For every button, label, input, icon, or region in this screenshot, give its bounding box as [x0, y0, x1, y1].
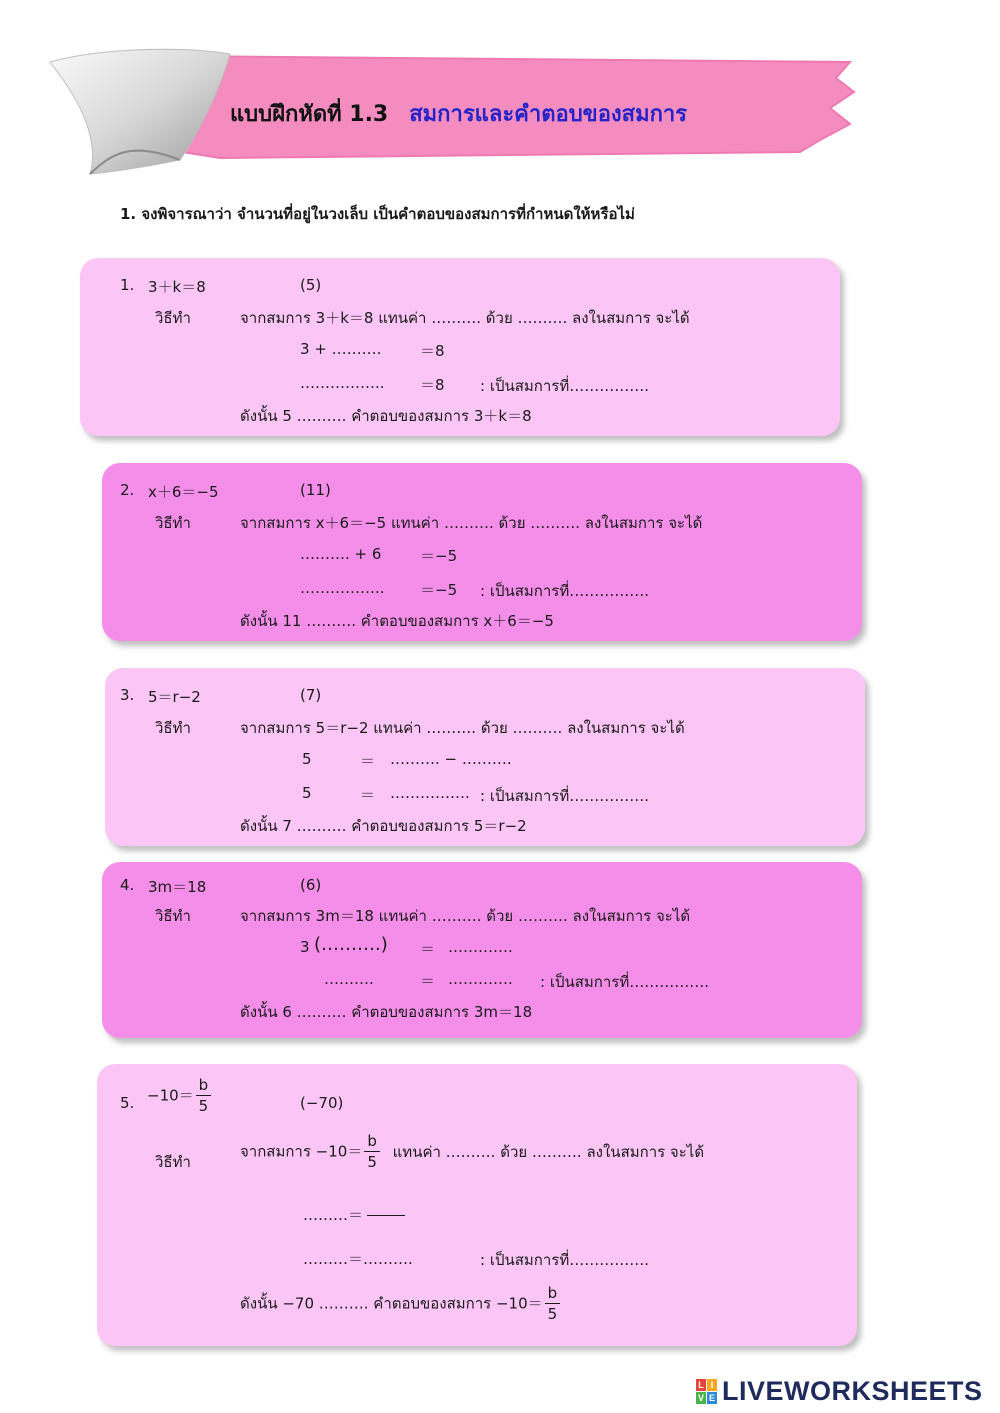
- substitution-step: จากสมการ 3＋k＝8 แทนค่า ………. ด้วย ………. ลงในสมการ จะได้: [240, 309, 690, 327]
- equals-sign: ＝: [360, 786, 376, 804]
- problem-equation: 3＋k＝8: [148, 278, 206, 296]
- work-line-right: ＝−5: [420, 581, 458, 599]
- work-line-left: ………. + 6: [300, 545, 382, 563]
- instruction-text: 1. จงพิจารณาว่า จำนวนที่อยู่ในวงเล็บ เป็นคำตอบของสมการที่กำหนดให้หรือไม่: [120, 205, 635, 223]
- work-line-left: ……………..: [300, 579, 385, 597]
- work-line-text: ………＝: [303, 1206, 364, 1224]
- work-line-left: 3: [300, 938, 310, 956]
- title-prefix: แบบฝึกหัดที่ 1.3: [230, 102, 389, 127]
- method-label: วิธีทำ: [155, 907, 191, 925]
- substitution-step: จากสมการ 5＝r−2 แทนค่า ………. ด้วย ………. ลงในสมการ จะได้: [240, 719, 685, 737]
- candidate-value: (−70): [300, 1094, 344, 1112]
- fraction-blank-line: [367, 1215, 405, 1216]
- conclusion-text-a: ดังนั้น −70 ………. คำตอบของสมการ −10＝: [240, 1294, 543, 1313]
- substitution-step: [240, 1134, 704, 1170]
- equation-type-note: : เป็นสมการที่…………….: [480, 787, 649, 805]
- method-label: วิธีทำ: [155, 719, 191, 737]
- logo-letter: L: [696, 1379, 706, 1391]
- work-line-paren: (……….): [314, 934, 388, 955]
- equals-sign: ＝: [420, 940, 436, 958]
- fraction-denominator: 5: [198, 1097, 209, 1115]
- equation-lhs: −10＝: [147, 1086, 194, 1105]
- logo-letter: I: [707, 1379, 717, 1391]
- work-line-left: ……….: [324, 970, 374, 988]
- logo-icon: [696, 1379, 717, 1404]
- candidate-value: (11): [300, 481, 331, 499]
- fraction-denominator: 5: [547, 1305, 558, 1323]
- work-line-right: …………….: [390, 784, 470, 802]
- work-line-left: 3 + ……….: [300, 340, 382, 358]
- problem-card-2: [102, 463, 862, 641]
- problem-card-3: [105, 668, 865, 846]
- fraction: [545, 1286, 561, 1322]
- problem-equation: 5＝r−2: [148, 688, 201, 706]
- method-label: วิธีทำ: [155, 514, 191, 532]
- conclusion-text: [240, 1286, 562, 1322]
- candidate-value: (7): [300, 686, 322, 704]
- conclusion-text: ดังนั้น 7 ………. คำตอบของสมการ 5＝r−2: [240, 817, 527, 835]
- fraction-numerator: b: [364, 1134, 380, 1152]
- problem-number: 5.: [120, 1094, 135, 1112]
- work-line-right: ＝8: [420, 342, 445, 360]
- work-line-left: ……………..: [300, 374, 385, 392]
- problem-number: 1.: [120, 276, 135, 294]
- candidate-value: (6): [300, 876, 322, 894]
- equation-type-note: : เป็นสมการที่…………….: [480, 582, 649, 600]
- problem-equation: 3m＝18: [148, 878, 207, 896]
- method-label: วิธีทำ: [155, 309, 191, 327]
- logo-text: LIVEWORKSHEETS: [722, 1376, 983, 1406]
- work-line-right: ………….: [448, 938, 513, 956]
- candidate-value: (5): [300, 276, 322, 294]
- step-text-b: แทนค่า ………. ด้วย ………. ลงในสมการ จะได้: [392, 1142, 705, 1161]
- page-title: [230, 96, 687, 131]
- work-line-right: ………….: [448, 970, 513, 988]
- title-topic: สมการและคำตอบของสมการ: [409, 102, 688, 127]
- work-line-left: 5: [302, 750, 312, 768]
- problem-card-1: [80, 258, 840, 436]
- problem-number: 2.: [120, 481, 135, 499]
- step-text-a: จากสมการ −10＝: [240, 1142, 363, 1161]
- equals-sign: ＝: [420, 972, 436, 990]
- work-line-left: ………＝……….: [303, 1250, 413, 1268]
- equals-sign: ＝: [360, 752, 376, 770]
- fraction-numerator: b: [545, 1286, 561, 1304]
- work-line-right: ………. − ……….: [390, 750, 512, 768]
- fraction: [196, 1078, 212, 1114]
- work-line-right: ＝8: [420, 376, 445, 394]
- work-line-left: 5: [302, 784, 312, 802]
- conclusion-text: ดังนั้น 5 ………. คำตอบของสมการ 3＋k＝8: [240, 407, 532, 425]
- liveworksheets-logo[interactable]: [696, 1376, 983, 1407]
- problem-equation: x＋6＝−5: [148, 483, 219, 501]
- problem-number: 3.: [120, 686, 135, 704]
- fraction-denominator: 5: [367, 1153, 377, 1171]
- equation-type-note: : เป็นสมการที่…………….: [480, 1251, 649, 1269]
- conclusion-text: ดังนั้น 11 ………. คำตอบของสมการ x＋6＝−5: [240, 612, 554, 630]
- equation-type-note: : เป็นสมการที่…………….: [480, 377, 649, 395]
- fraction: [364, 1134, 380, 1170]
- logo-letter: V: [697, 1393, 704, 1403]
- work-line-left: [303, 1204, 405, 1225]
- method-label: วิธีทำ: [155, 1153, 191, 1171]
- problem-card-4: [102, 862, 862, 1038]
- problem-equation: [147, 1078, 213, 1114]
- problem-card-5: [97, 1064, 857, 1346]
- equation-type-note: : เป็นสมการที่…………….: [540, 973, 709, 991]
- substitution-step: จากสมการ x＋6＝−5 แทนค่า ………. ด้วย ………. ลงในสมการ จะได้: [240, 514, 703, 532]
- logo-letter: E: [708, 1393, 715, 1403]
- fraction-numerator: b: [196, 1078, 212, 1096]
- substitution-step: จากสมการ 3m＝18 แทนค่า ………. ด้วย ………. ลงในสมการ จะได้: [240, 907, 691, 925]
- conclusion-text: ดังนั้น 6 ………. คำตอบของสมการ 3m＝18: [240, 1003, 533, 1021]
- problem-number: 4.: [120, 876, 135, 894]
- work-line-right: ＝−5: [420, 547, 458, 565]
